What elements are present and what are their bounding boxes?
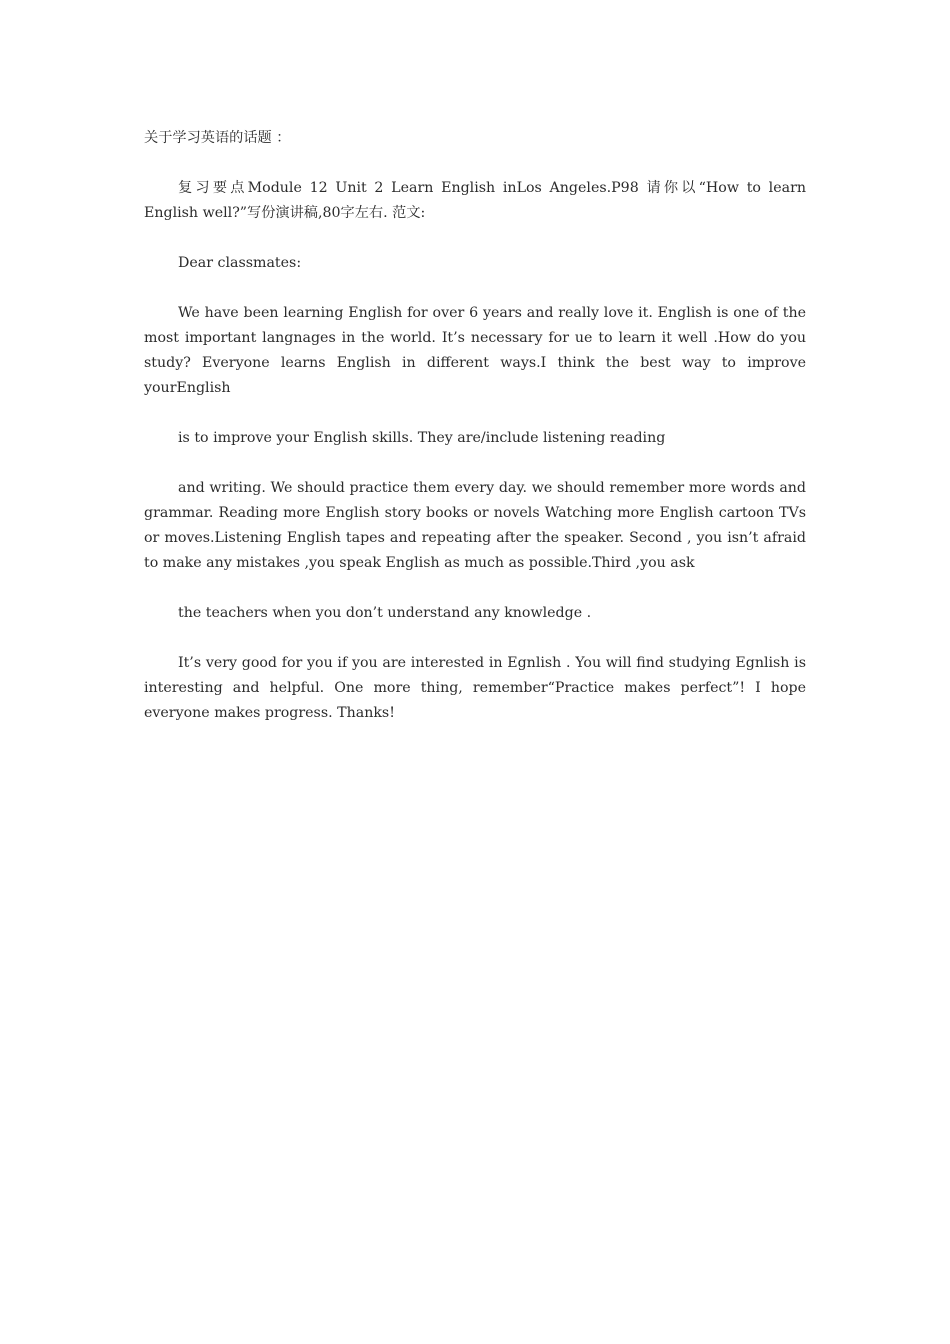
body-paragraph: is to improve your English skills. They are/include listening reading [178, 430, 666, 446]
body-paragraph: and writing. We should practice them every day. we should remember more words and grammar. Reading more English story books or novels Watching more English cartoon TVs or moves.Listening English tapes and repeating after the speaker. Second , you isn’t afraid to make any mistakes ,you speak English as much as possible.Third ,you ask [144, 480, 806, 571]
document-page [144, 126, 806, 751]
closing-paragraph: It’s very good for you if you are interested in Egnlish . You will find studying Egnlish is interesting and helpful. One more thing, remember“Practice makes perfect”! I hope everyone makes progress. Thanks! [144, 655, 806, 721]
salutation: Dear classmates: [178, 255, 302, 271]
document-heading: 关于学习英语的话题 ： [144, 130, 291, 146]
body-paragraph: We have been learning English for over 6 years and really love it. English is one of the most important langnages in the world. It’s necessary for ue to learn it well .How do you study? Everyone learns English in different ways.I think the best way to improve yourEnglish [144, 305, 806, 396]
review-points-paragraph: 复习要点Module 12 Unit 2 Learn English inLos Angeles.P98 请你以“How to learn English well?”写份演讲稿,80字左右. 范文: [144, 180, 806, 221]
body-paragraph: the teachers when you don’t understand any knowledge . [178, 605, 592, 621]
